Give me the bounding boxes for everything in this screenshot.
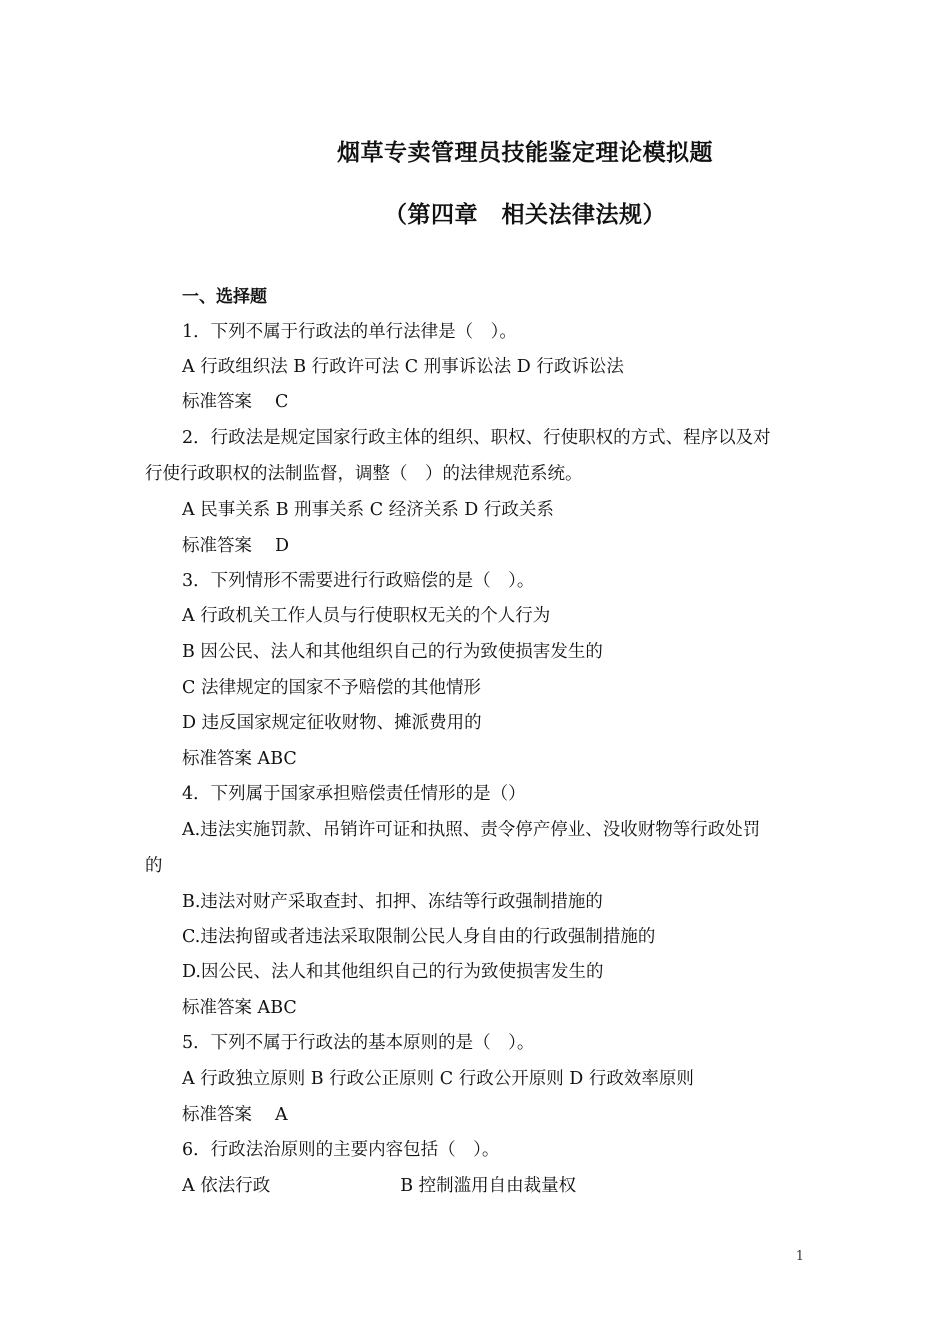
question-6-options xyxy=(182,1174,576,1198)
question-3-option-b: B 因公民、法人和其他组织自己的行为致使损害发生的 xyxy=(182,642,603,662)
question-3-option-c: C 法律规定的国家不予赔偿的其他情形 xyxy=(182,678,481,698)
section-heading: 一、选择题 xyxy=(182,287,267,307)
page-number: 1 xyxy=(795,1249,804,1264)
question-3-answer: 标准答案 ABC xyxy=(182,749,297,769)
question-4-answer: 标准答案 ABC xyxy=(182,998,297,1018)
question-2-options: A 民事关系 B 刑事关系 C 经济关系 D 行政关系 xyxy=(182,500,554,520)
question-3-option-a: A 行政机关工作人员与行使职权无关的个人行为 xyxy=(182,606,551,626)
document-title: 烟草专卖管理员技能鉴定理论模拟题 xyxy=(337,140,713,166)
question-6-option-b: B 控制滥用自由裁量权 xyxy=(400,1176,577,1196)
question-4-option-a-continued: 的 xyxy=(145,856,163,876)
question-3: 3．下列情形不需要进行行政赔偿的是（ ）。 xyxy=(182,571,535,591)
question-6: 6．行政法治原则的主要内容包括（ ）。 xyxy=(182,1140,500,1160)
question-4-option-c: C.违法拘留或者违法采取限制公民人身自由的行政强制措施的 xyxy=(182,927,656,947)
question-5-options: A 行政独立原则 B 行政公正原则 C 行政公开原则 D 行政效率原则 xyxy=(182,1069,694,1089)
question-1: 1．下列不属于行政法的单行法律是（ ）。 xyxy=(182,322,517,342)
document-subtitle: （第四章 相关法律法规） xyxy=(384,202,666,228)
question-4-option-d: D.因公民、法人和其他组织自己的行为致使损害发生的 xyxy=(182,962,604,982)
question-2: 2．行政法是规定国家行政主体的组织、职权、行使职权的方式、程序以及对 xyxy=(182,428,771,448)
question-1-options: A 行政组织法 B 行政许可法 C 刑事诉讼法 D 行政诉讼法 xyxy=(182,357,624,377)
question-2-continued: 行使行政职权的法制监督，调整（ ）的法律规范系统。 xyxy=(145,464,583,484)
question-5-answer: 标准答案 A xyxy=(182,1105,288,1125)
question-4-option-a: A.违法实施罚款、吊销许可证和执照、责令停产停业、没收财物等行政处罚 xyxy=(182,820,761,840)
question-1-answer: 标准答案 C xyxy=(182,392,289,412)
question-5: 5．下列不属于行政法的基本原则的是（ ）。 xyxy=(182,1033,535,1053)
question-6-option-a: A 依法行政 xyxy=(182,1176,271,1196)
question-3-option-d: D 违反国家规定征收财物、摊派费用的 xyxy=(182,713,482,733)
question-4: 4．下列属于国家承担赔偿责任情形的是（） xyxy=(182,784,526,804)
question-2-answer: 标准答案 D xyxy=(182,536,290,556)
question-4-option-b: B.违法对财产采取查封、扣押、冻结等行政强制措施的 xyxy=(182,892,603,912)
